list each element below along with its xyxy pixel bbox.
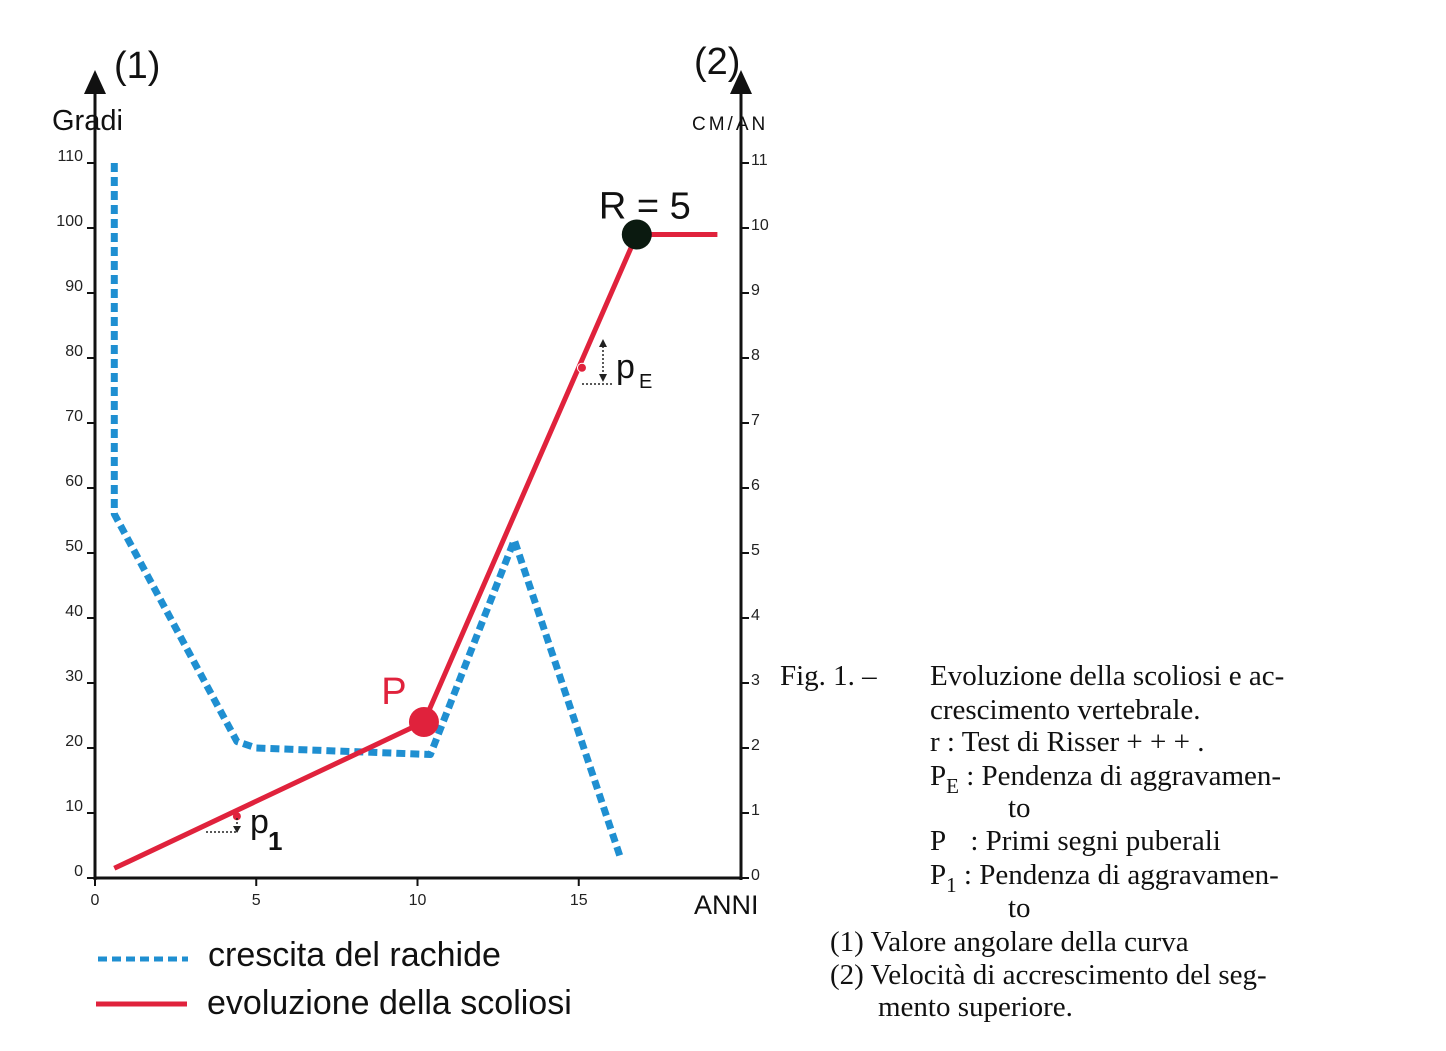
left-tick-label: 80 [65,343,83,360]
pe-arrow-up-icon [599,339,607,347]
marker-p-label: P [381,671,407,713]
p1-label: p [250,803,269,841]
marker-r5-label: R = 5 [598,185,691,228]
left-tick-label: 10 [65,798,83,815]
caption-p1-symbol: P [930,859,947,891]
caption-note2: (2) Velocità di accrescimento del seg- [830,959,1267,991]
x-tick-label: 5 [251,892,261,909]
left-axis-marker: (1) [114,45,161,87]
left-tick-label: 30 [65,668,83,685]
right-tick-label: 2 [751,737,760,754]
caption-fig-number: Fig. 1. – [780,660,877,692]
left-tick-label: 60 [65,473,83,490]
caption-p1-text: : Pendenza di aggravamen- [963,859,1279,891]
caption-title-line1: Evoluzione della scoliosi e ac- [930,660,1285,692]
left-axis-title: Gradi [52,105,123,137]
caption-title-line2: crescimento vertebrale. [930,694,1201,726]
right-tick-label: 1 [751,802,760,819]
series-layer [114,163,717,868]
caption-p-text: : Primi segni puberali [970,825,1221,857]
right-tick-label: 6 [751,477,760,494]
right-tick-label: 5 [751,542,760,559]
right-tick-label: 7 [751,412,760,429]
left-axis-ticks [56,148,95,880]
caption-pe-entry [930,760,1281,802]
right-tick-label: 10 [751,217,769,234]
legend [96,936,572,1022]
legend-label-red: evoluzione della scoliosi [207,984,572,1022]
right-axis-marker: (2) [694,41,741,83]
p1-label-sub: 1 [268,826,283,856]
x-tick-label: 10 [408,892,427,909]
right-axis-ticks [741,152,769,884]
legend-label-blue: crescita del rachide [208,936,501,974]
left-tick-label: 20 [65,733,83,750]
pe-point [577,363,586,372]
right-axis-title: CM/AN [692,114,769,135]
caption-note2-cont: mento superiore. [878,991,1073,1023]
series-line-crescita-del-rachide [114,163,620,859]
caption-p1-sub: 1 [946,873,957,897]
right-tick-label: 0 [751,867,760,884]
x-tick-label: 0 [90,892,100,909]
x-tick-label: 15 [569,892,588,909]
pe-label: p [616,348,635,386]
left-tick-label: 110 [57,148,83,165]
left-axis-arrow-icon [84,70,106,94]
left-tick-label: 70 [65,408,83,425]
right-tick-label: 9 [751,282,760,299]
x-axis-ticks [91,878,588,909]
pe-label-sub: E [639,371,653,393]
right-tick-label: 3 [751,672,760,689]
caption-pe-text: : Pendenza di aggravamen- [966,760,1282,792]
left-tick-label: 50 [65,538,83,555]
x-axis-title: ANNI [694,890,759,920]
caption-p-entry [930,825,1221,857]
caption-pe-cont: to [1008,792,1031,824]
left-tick-label: 0 [74,863,83,880]
left-tick-label: 40 [65,603,83,620]
pe-arrow-down-icon [599,374,607,382]
caption-pe-symbol: P [930,760,947,792]
annotation-pe [582,339,652,393]
right-tick-label: 4 [751,607,760,624]
caption-note1: (1) Valore angolare della curva [830,926,1189,958]
left-tick-label: 100 [56,213,83,230]
caption-pe-sub: E [946,774,959,798]
series-line-evoluzione-della-scoliosi [114,235,717,869]
left-tick-label: 90 [65,278,83,295]
caption-p1-entry [930,859,1279,901]
marker-p-point [409,707,439,737]
caption-p1-cont: to [1008,892,1031,924]
right-tick-label: 8 [751,347,760,364]
caption-risser: r : Test di Risser + + + . [930,726,1205,758]
right-tick-label: 11 [751,152,768,169]
caption-p-symbol: P [930,825,946,857]
annotation-p1 [206,803,282,856]
